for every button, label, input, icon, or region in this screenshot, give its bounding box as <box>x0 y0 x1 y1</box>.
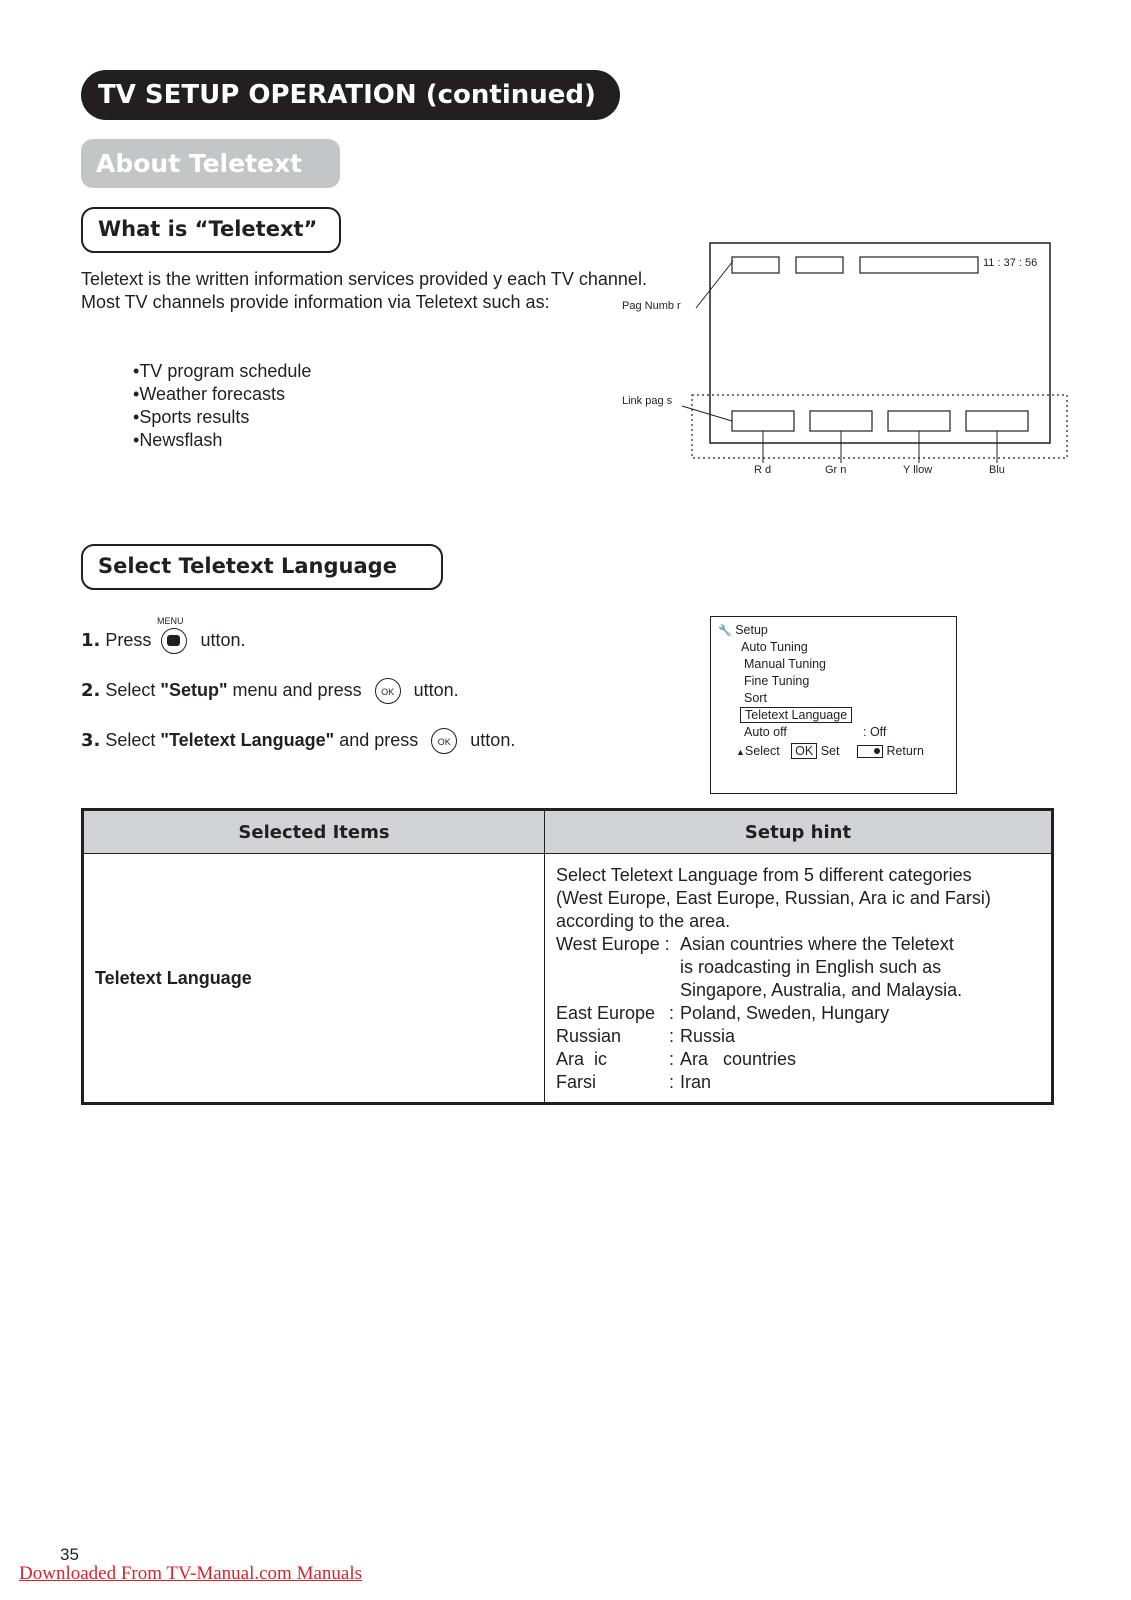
step-text: utton. <box>413 680 459 700</box>
setup-hint-table <box>81 808 1054 1105</box>
hint-row-separator: : <box>669 1003 675 1023</box>
download-source-link[interactable]: Downloaded From TV-Manual.com Manuals <box>19 1563 363 1584</box>
color-label-yellow: Y llow <box>903 464 933 476</box>
updown-arrow-icon: ▲︎ <box>736 747 745 757</box>
ok-key-icon: OK <box>791 743 817 759</box>
what-is-teletext-heading: What is “Teletext” <box>81 207 341 253</box>
setup-menu-osd <box>710 616 957 794</box>
hint-row-value: Asian countries where the Teletext is roadcasting in English such as Singapore, Australia, and Malaysia. <box>680 934 963 1000</box>
step-text: Press <box>105 630 152 650</box>
hint-row-label: Ara ic <box>556 1049 608 1069</box>
hint-intro-line: according to the area. <box>556 911 731 931</box>
menu-item-teletext-language: Teletext Language <box>740 707 852 723</box>
step-text: Select <box>105 680 161 700</box>
hint-row-east-europe <box>556 1002 1041 1025</box>
ok-button-icon: OK <box>431 728 457 754</box>
hint-intro-line: Select Teletext Language from 5 different categories <box>556 865 972 885</box>
intro-line-1: Teletext is the written information services provided y each TV channel. <box>81 269 647 289</box>
hint-row-label: Farsi <box>556 1072 596 1092</box>
hint-row-separator: : <box>669 1072 675 1092</box>
hint-row-label: West Europe : <box>556 934 670 954</box>
hint-row-value: Iran <box>680 1072 712 1092</box>
return-key-icon <box>857 745 883 758</box>
setup-menu-title-label: Setup <box>735 623 768 637</box>
hint-intro-line: (West Europe, East Europe, Russian, Ara ic and Farsi) <box>556 888 991 908</box>
intro-line-2: Most TV channels provide information via Teletext such as: <box>81 292 550 312</box>
menu-nav-bar <box>736 744 924 758</box>
step-text: menu and press <box>227 680 362 700</box>
hint-row-separator: : <box>669 1049 675 1069</box>
hint-row-farsi <box>556 1071 1041 1094</box>
color-label-blue: Blu <box>989 464 1005 476</box>
selected-item-cell: Teletext Language <box>83 854 545 1104</box>
section-title: About Teletext <box>81 139 340 188</box>
list-item: • Weather forecasts <box>133 383 311 406</box>
menu-item-auto-off-value: : Off <box>863 725 887 739</box>
list-item: • TV program schedule <box>133 360 311 383</box>
color-label-green: Gr n <box>825 464 847 476</box>
table-row <box>83 854 1053 1104</box>
menu-item-sort: Sort <box>744 691 767 705</box>
menu-item-manual-tuning: Manual Tuning <box>744 657 827 671</box>
step-1 <box>81 625 245 655</box>
list-item: • Newsflash <box>133 429 311 452</box>
step-bold: "Setup" <box>160 680 228 700</box>
column-header-selected-items: Selected Items <box>83 810 545 854</box>
link-pages-label: Link pag s <box>622 395 673 407</box>
step-number: 1. <box>81 630 101 651</box>
wrench-icon: 🔧 <box>718 625 732 637</box>
hint-row-russian <box>556 1025 1041 1048</box>
menu-button-icon <box>161 628 187 654</box>
step-3 <box>81 725 515 755</box>
hint-row-arabic <box>556 1048 1041 1071</box>
column-header-setup-hint: Setup hint <box>545 810 1053 854</box>
table-header-row <box>83 810 1053 854</box>
step-bold: "Teletext Language" <box>160 730 335 750</box>
color-label-red: R d <box>754 464 772 476</box>
hint-row-label: East Europe <box>556 1003 656 1023</box>
teletext-diagram-lines <box>600 235 1080 485</box>
menu-item-auto-tuning: Auto Tuning <box>741 640 808 654</box>
menu-item-auto-off: Auto off <box>744 725 787 739</box>
menu-button-caption: MENU <box>157 616 184 626</box>
nav-select-label: Select <box>744 744 780 758</box>
hint-row-label: Russian <box>556 1026 622 1046</box>
clock-readout: 11 : 37 : 56 <box>983 257 1038 269</box>
list-item: • Sports results <box>133 406 311 429</box>
hint-row-value: Ara countries <box>680 1049 797 1069</box>
menu-item-fine-tuning: Fine Tuning <box>744 674 810 688</box>
page-number-label: Pag Numb r <box>622 300 681 312</box>
step-text: utton. <box>200 630 246 650</box>
hint-row-separator: : <box>669 1026 675 1046</box>
hint-row-value: Russia <box>680 1026 736 1046</box>
teletext-bullet-list <box>133 360 311 452</box>
select-language-heading: Select Teletext Language <box>81 544 443 590</box>
ok-button-icon: OK <box>375 678 401 704</box>
step-text: Select <box>105 730 161 750</box>
step-number: 3. <box>81 730 101 751</box>
hint-row-value: Poland, Sweden, Hungary <box>680 1003 890 1023</box>
setup-hint-cell <box>545 854 1053 1104</box>
step-number: 2. <box>81 680 101 701</box>
page-number: 35 <box>60 1545 79 1564</box>
nav-return-label: Return <box>886 744 924 758</box>
step-text: and press <box>334 730 419 750</box>
hint-row-west-europe <box>556 933 1041 1002</box>
step-text: utton. <box>470 730 516 750</box>
teletext-diagram <box>600 235 1080 485</box>
page-title: TV SETUP OPERATION (continued) <box>81 70 620 120</box>
nav-set-label: Set <box>820 744 840 758</box>
setup-menu-title <box>718 623 768 637</box>
step-2 <box>81 675 459 705</box>
